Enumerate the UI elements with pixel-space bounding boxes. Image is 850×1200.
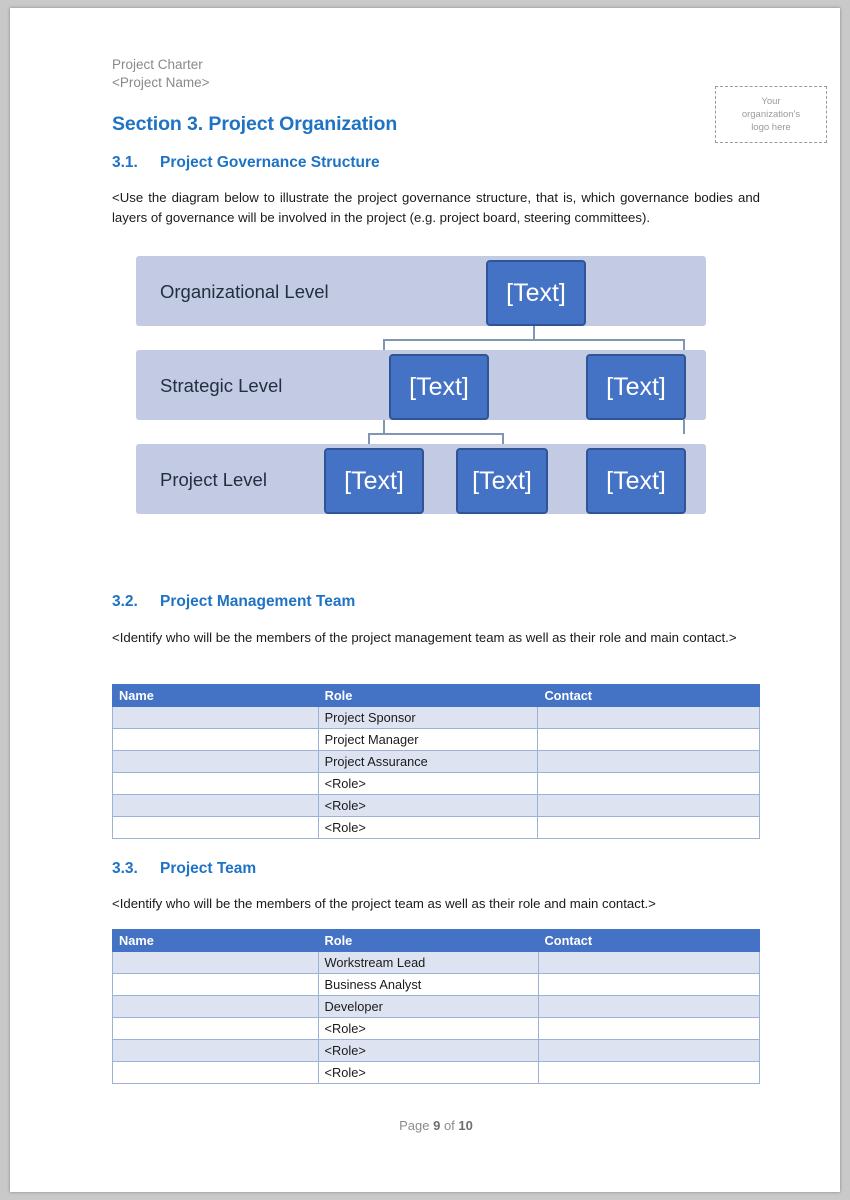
cell-role[interactable]: <Role> <box>318 1018 538 1040</box>
diagram-band-label-organizational: Organizational Level <box>160 280 329 302</box>
diagram-node-2[interactable]: [Text] <box>389 354 489 420</box>
connector-vertical-top <box>533 326 535 340</box>
page-content <box>112 8 801 1192</box>
column-header-role: Role <box>318 685 538 707</box>
logo-placeholder-line-1: Your <box>761 96 781 107</box>
table-row[interactable] <box>113 729 760 751</box>
cell-contact[interactable] <box>538 974 759 996</box>
subsection-3-1-number: 3.1. <box>112 154 138 171</box>
cell-role[interactable]: Project Sponsor <box>318 707 538 729</box>
cell-role[interactable]: Project Manager <box>318 729 538 751</box>
subsection-3-1-heading <box>112 154 380 172</box>
table-row[interactable] <box>113 952 760 974</box>
column-header-role: Role <box>318 930 538 952</box>
cell-contact[interactable] <box>538 751 760 773</box>
subsection-3-1-title: Project Governance Structure <box>160 154 380 171</box>
cell-role[interactable]: <Role> <box>318 795 538 817</box>
cell-contact[interactable] <box>538 773 760 795</box>
subsection-3-3-number: 3.3. <box>112 860 138 877</box>
cell-role[interactable]: <Role> <box>318 1062 538 1084</box>
page-footer <box>112 1118 760 1133</box>
cell-name[interactable] <box>113 1040 319 1062</box>
subsection-3-3-title: Project Team <box>160 860 257 877</box>
cell-contact[interactable] <box>538 795 760 817</box>
cell-name[interactable] <box>113 1018 319 1040</box>
connector-vertical-mid <box>383 420 385 434</box>
cell-role[interactable]: <Role> <box>318 1040 538 1062</box>
cell-contact[interactable] <box>538 952 759 974</box>
subsection-3-1-intro: <Use the diagram below to illustrate the project governance structure, that is, which governance bodies and layers of governance will be involved in the project (e.g. project board, steering committees). <box>112 190 760 225</box>
cell-name[interactable] <box>113 795 319 817</box>
column-header-name: Name <box>113 685 319 707</box>
cell-name[interactable] <box>113 817 319 839</box>
table-row[interactable] <box>113 751 760 773</box>
diagram-node-3[interactable]: [Text] <box>586 354 686 420</box>
cell-name[interactable] <box>113 1062 319 1084</box>
document-page <box>10 8 840 1192</box>
cell-contact[interactable] <box>538 1062 759 1084</box>
subsection-3-3-heading <box>112 860 256 878</box>
subsection-3-2-intro: <Identify who will be the members of the project management team as well as their role and main contact.> <box>112 630 737 645</box>
logo-placeholder <box>715 86 827 143</box>
diagram-band-organizational <box>136 256 706 326</box>
cell-contact[interactable] <box>538 1040 759 1062</box>
table-header-row <box>113 930 760 952</box>
cell-contact[interactable] <box>538 996 759 1018</box>
cell-name[interactable] <box>113 996 319 1018</box>
connector-vertical-mid-right <box>683 420 685 434</box>
cell-role[interactable]: Workstream Lead <box>318 952 538 974</box>
subsection-3-3-intro: <Identify who will be the members of the project team as well as their role and main contact.> <box>112 896 656 911</box>
cell-name[interactable] <box>113 952 319 974</box>
footer-total-pages: 10 <box>458 1118 473 1133</box>
connector-horizontal-top <box>383 339 685 341</box>
section-title: Section 3. Project Organization <box>112 113 398 135</box>
diagram-node-4[interactable]: [Text] <box>324 448 424 514</box>
cell-contact[interactable] <box>538 729 760 751</box>
footer-current-page: 9 <box>433 1118 441 1133</box>
subsection-3-2-number: 3.2. <box>112 593 138 610</box>
diagram-node-6[interactable]: [Text] <box>586 448 686 514</box>
logo-placeholder-line-3: logo here <box>751 122 791 133</box>
table-row[interactable] <box>113 1018 760 1040</box>
cell-name[interactable] <box>113 751 319 773</box>
diagram-band-label-strategic: Strategic Level <box>160 374 283 396</box>
diagram-node-1[interactable]: [Text] <box>486 260 586 326</box>
cell-role[interactable]: <Role> <box>318 773 538 795</box>
cell-name[interactable] <box>113 773 319 795</box>
footer-middle: of <box>440 1118 459 1133</box>
cell-role[interactable]: <Role> <box>318 817 538 839</box>
subsection-3-2-title: Project Management Team <box>160 593 356 610</box>
header-title: Project Charter <box>112 57 203 72</box>
management-team-table <box>112 684 760 839</box>
table-row[interactable] <box>113 773 760 795</box>
connector-drop-strategic-right <box>683 339 685 350</box>
header-project-name: <Project Name> <box>112 75 210 90</box>
footer-prefix: Page <box>399 1118 434 1133</box>
table-row[interactable] <box>113 1040 760 1062</box>
cell-contact[interactable] <box>538 817 760 839</box>
cell-role[interactable]: Business Analyst <box>318 974 538 996</box>
table-row[interactable] <box>113 817 760 839</box>
table-row[interactable] <box>113 996 760 1018</box>
diagram-node-5[interactable]: [Text] <box>456 448 548 514</box>
cell-contact[interactable] <box>538 1018 759 1040</box>
diagram-band-label-project: Project Level <box>160 468 267 490</box>
connector-drop-project-left <box>368 433 370 444</box>
table-row[interactable] <box>113 707 760 729</box>
logo-placeholder-line-2: organization's <box>741 109 801 120</box>
connector-drop-project-mid <box>502 433 504 444</box>
cell-role[interactable]: Project Assurance <box>318 751 538 773</box>
subsection-3-2-heading <box>112 593 355 611</box>
table-row[interactable] <box>113 795 760 817</box>
governance-diagram <box>136 256 706 524</box>
connector-drop-strategic-left <box>383 339 385 350</box>
cell-contact[interactable] <box>538 707 760 729</box>
project-team-table <box>112 929 760 1084</box>
cell-name[interactable] <box>113 974 319 996</box>
table-row[interactable] <box>113 974 760 996</box>
cell-role[interactable]: Developer <box>318 996 538 1018</box>
table-row[interactable] <box>113 1062 760 1084</box>
column-header-contact: Contact <box>538 685 760 707</box>
connector-horizontal-bottom <box>368 433 504 435</box>
cell-name[interactable] <box>113 707 319 729</box>
column-header-name: Name <box>113 930 319 952</box>
cell-name[interactable] <box>113 729 319 751</box>
column-header-contact: Contact <box>538 930 759 952</box>
table-header-row <box>113 685 760 707</box>
